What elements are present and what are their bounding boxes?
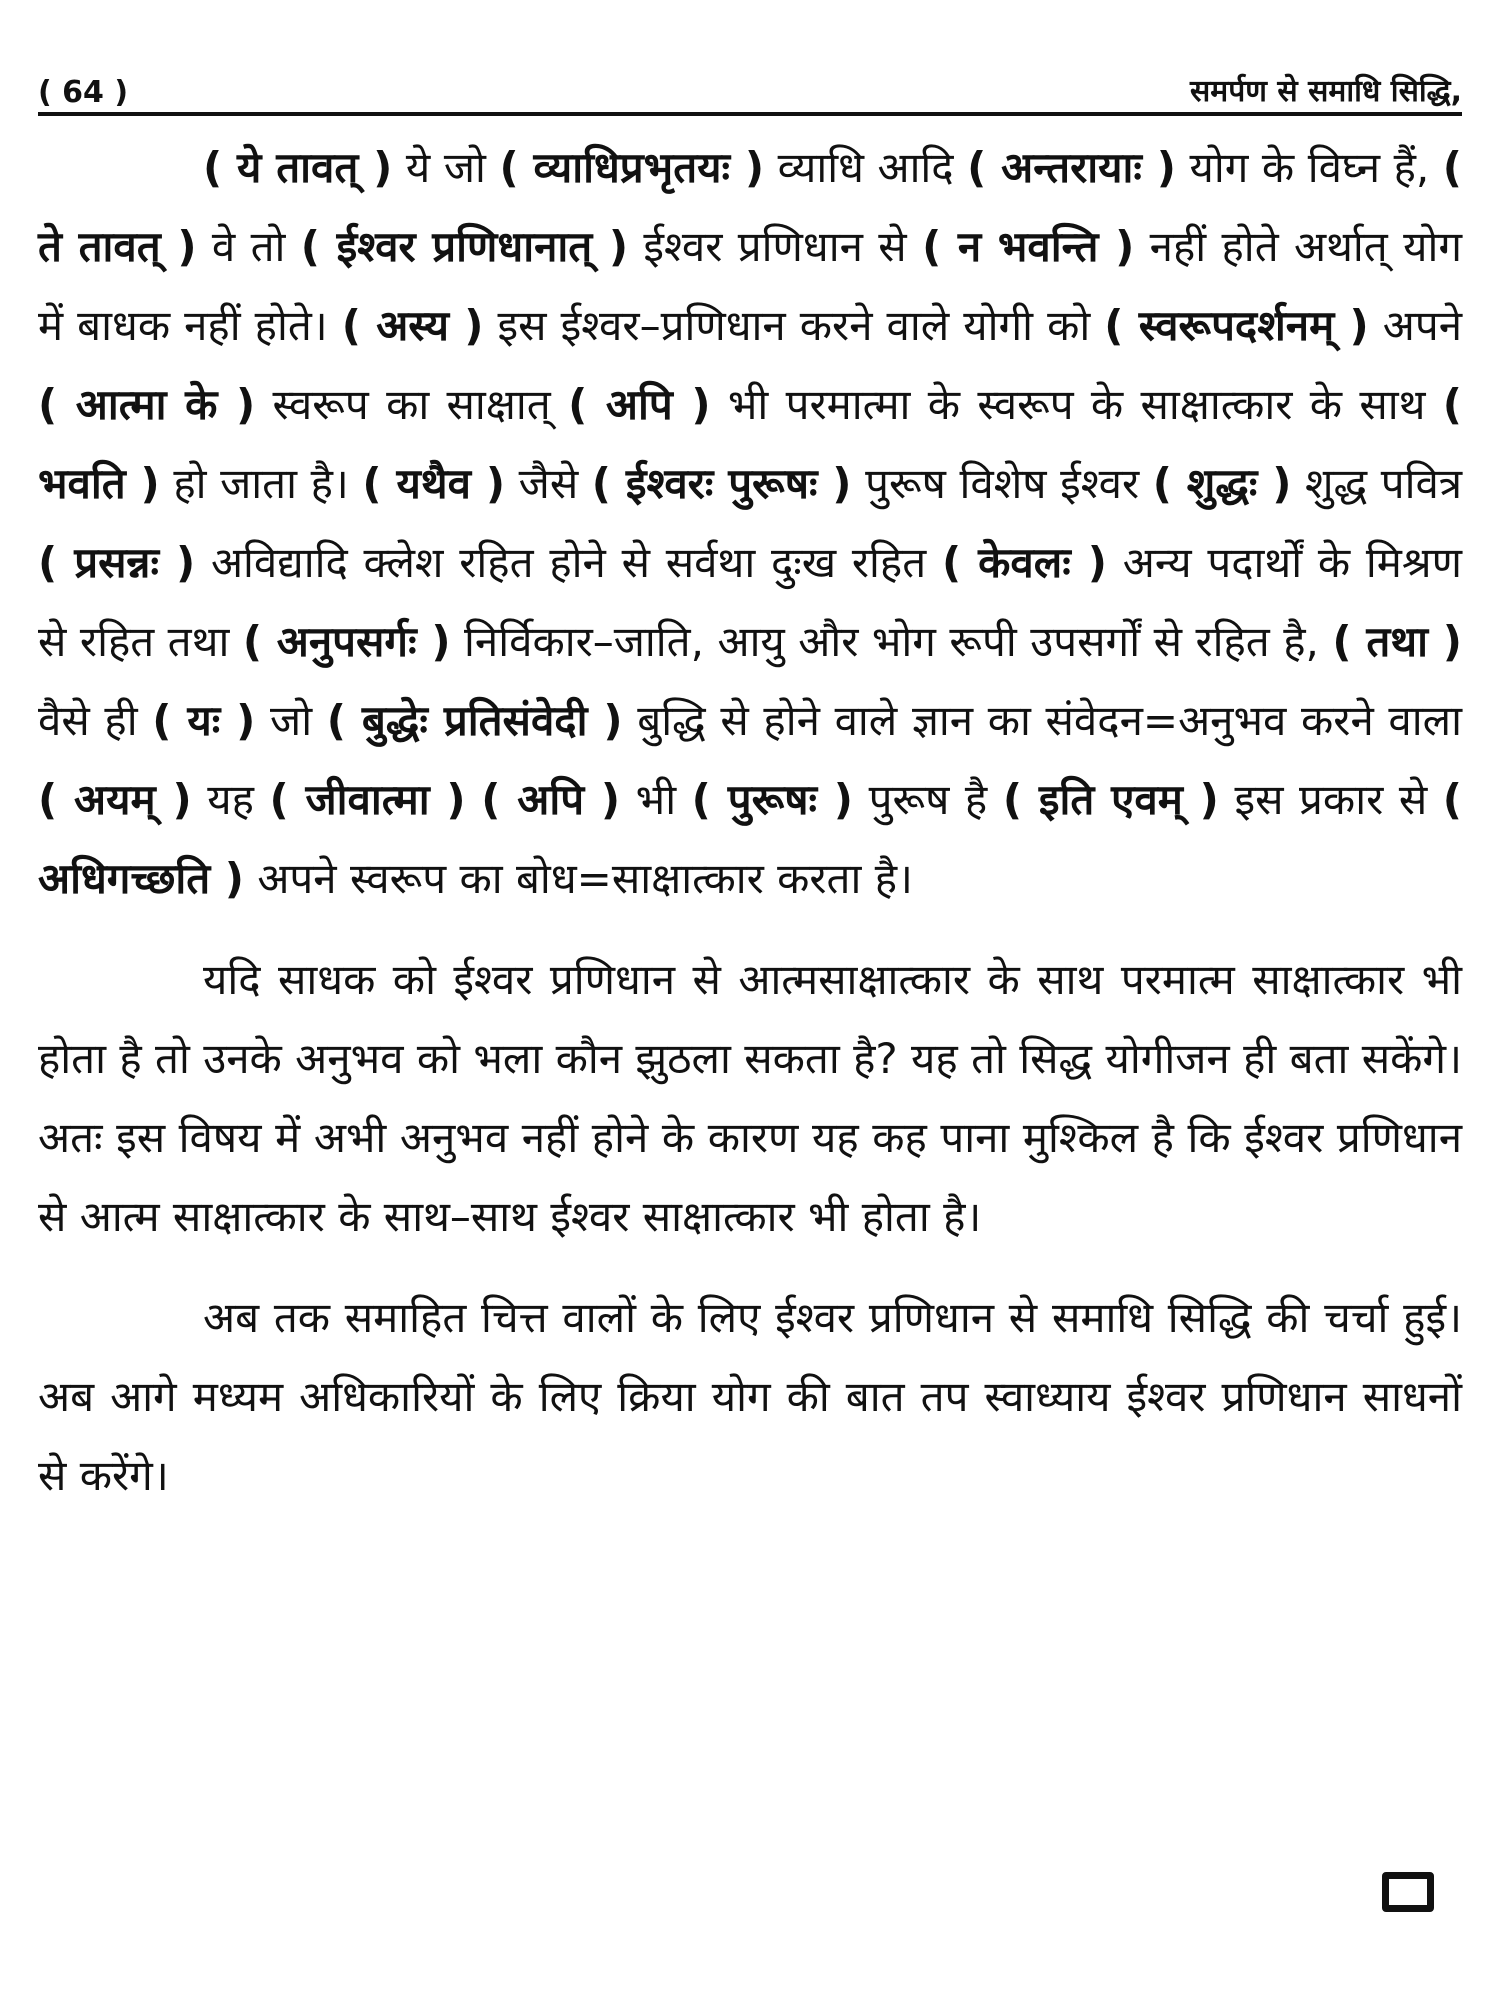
hindi-gloss: निर्विकार–जाति, आयु और भोग रूपी उपसर्गों से रहित है, xyxy=(450,617,1333,666)
sanskrit-term: ( बुद्धेः प्रतिसंवेदी ) xyxy=(326,696,623,745)
hindi-gloss: स्वरूप का साक्षात् xyxy=(255,380,569,429)
header-rule xyxy=(38,112,1462,116)
hindi-gloss: पुरूष है xyxy=(853,775,1003,824)
sanskrit-term: ( न भवन्ति ) xyxy=(922,222,1135,271)
hindi-gloss: अविद्यादि क्लेश रहित होने से सर्वथा दुःख रहित xyxy=(195,538,942,587)
hindi-gloss: इस ईश्वर–प्रणिधान करने वाले योगी को xyxy=(483,301,1105,350)
hindi-gloss: नहीं होते अर्थात् योग में बाधक नहीं होते। xyxy=(38,222,1462,350)
sanskrit-term: ( यथैव ) xyxy=(362,459,506,508)
page-number: ( 64 ) xyxy=(38,75,129,110)
sanskrit-term: ( अन्तरायाः ) xyxy=(967,143,1176,192)
sanskrit-term: ( यः ) xyxy=(152,696,256,745)
hindi-gloss: जैसे xyxy=(505,459,592,508)
sanskrit-term: ( व्याधिप्रभृतयः ) xyxy=(499,143,765,192)
sanskrit-term: ( पुरूषः ) xyxy=(691,775,854,824)
paragraph-conclusion: अब तक समाहित चित्त वालों के लिए ईश्वर प्रणिधान से समाधि सिद्धि की चर्चा हुई। अब आगे मध्यम अधिकारियों के लिए क्रिया योग की बात तप स्वाध्याय ईश्वर प्रणिधान साधनों से करेंगे। xyxy=(38,1293,1462,1500)
sanskrit-term: ( तथा ) xyxy=(1332,617,1462,666)
paragraph-commentary xyxy=(38,128,1462,918)
body-text xyxy=(38,128,1462,1515)
running-title: समर्पण से समाधि सिद्धि, xyxy=(1190,74,1462,109)
sanskrit-term: ( ते तावत् ) xyxy=(38,143,1462,271)
hindi-gloss: जो xyxy=(255,696,327,745)
hindi-gloss: भी xyxy=(620,775,692,824)
hindi-gloss: ये जो xyxy=(392,143,500,192)
sanskrit-term: ( जीवात्मा ) xyxy=(269,775,466,824)
sanskrit-term: ( प्रसन्नः ) xyxy=(38,538,196,587)
sanskrit-term: ( अधिगच्छति ) xyxy=(38,775,1462,903)
hindi-gloss: वे तो xyxy=(196,222,301,271)
sanskrit-term: ( शुद्धः ) xyxy=(1152,459,1292,508)
hindi-gloss: योग के विघ्न हैं, xyxy=(1175,143,1443,192)
sanskrit-term: ( आत्मा के ) xyxy=(38,380,256,429)
paragraph-discussion: यदि साधक को ईश्वर प्रणिधान से आत्मसाक्षात्कार के साथ परमात्म साक्षात्कार भी होता है तो उनके अनुभव को भला कौन झुठला सकता है? यह तो सिद्ध योगीजन ही बता सकेंगे। अतः इस विषय में अभी अनुभव नहीं होने के कारण यह कह पाना मुश्किल है कि ईश्वर प्रणिधान से आत्म साक्षात्कार के साथ–साथ ईश्वर साक्षात्कार भी होता है। xyxy=(38,955,1462,1241)
hindi-gloss: वैसे ही xyxy=(38,696,153,745)
sanskrit-term: ( अपि ) xyxy=(481,775,621,824)
sanskrit-term: ( अनुपसर्गः ) xyxy=(242,617,451,666)
end-of-section-box-icon xyxy=(1382,1872,1434,1912)
hindi-gloss: अपने स्वरूप का बोध=साक्षात्कार करता है। xyxy=(243,854,913,903)
sanskrit-term: ( ईश्वरः पुरूषः ) xyxy=(591,459,852,508)
hindi-gloss: हो जाता है। xyxy=(159,459,363,508)
sanskrit-term: ( स्वरूपदर्शनम् ) xyxy=(1104,301,1369,350)
sanskrit-term: ( केवलः ) xyxy=(941,538,1107,587)
sanskrit-term: ( अपि ) xyxy=(568,380,711,429)
hindi-gloss: पुरूष विशेष ईश्वर xyxy=(851,459,1153,508)
sanskrit-term: ( ये तावत् ) xyxy=(203,143,393,192)
hindi-gloss: अपने xyxy=(1368,301,1463,350)
hindi-gloss: भी परमात्मा के स्वरूप के साक्षात्कार के साथ xyxy=(710,380,1443,429)
hindi-gloss: ईश्वर प्रणिधान से xyxy=(628,222,923,271)
sanskrit-term: ( इति एवम् ) xyxy=(1002,775,1219,824)
sanskrit-term: ( अयम् ) xyxy=(38,775,192,824)
hindi-gloss: व्याधि आदि xyxy=(764,143,968,192)
hindi-gloss xyxy=(466,775,482,824)
sanskrit-term: ( भवति ) xyxy=(38,380,1462,508)
hindi-gloss: शुद्ध पवित्र xyxy=(1291,459,1463,508)
sanskrit-term: ( ईश्वर प्रणिधानात् ) xyxy=(300,222,629,271)
hindi-gloss: अन्य पदार्थों के मिश्रण से रहित तथा xyxy=(38,538,1462,666)
page-header xyxy=(38,58,1462,110)
hindi-gloss: बुद्धि से होने वाले ज्ञान का संवेदन=अनुभव करने वाला xyxy=(622,696,1463,745)
hindi-gloss: इस प्रकार से xyxy=(1218,775,1443,824)
hindi-gloss: यह xyxy=(191,775,270,824)
sanskrit-term: ( अस्य ) xyxy=(341,301,484,350)
